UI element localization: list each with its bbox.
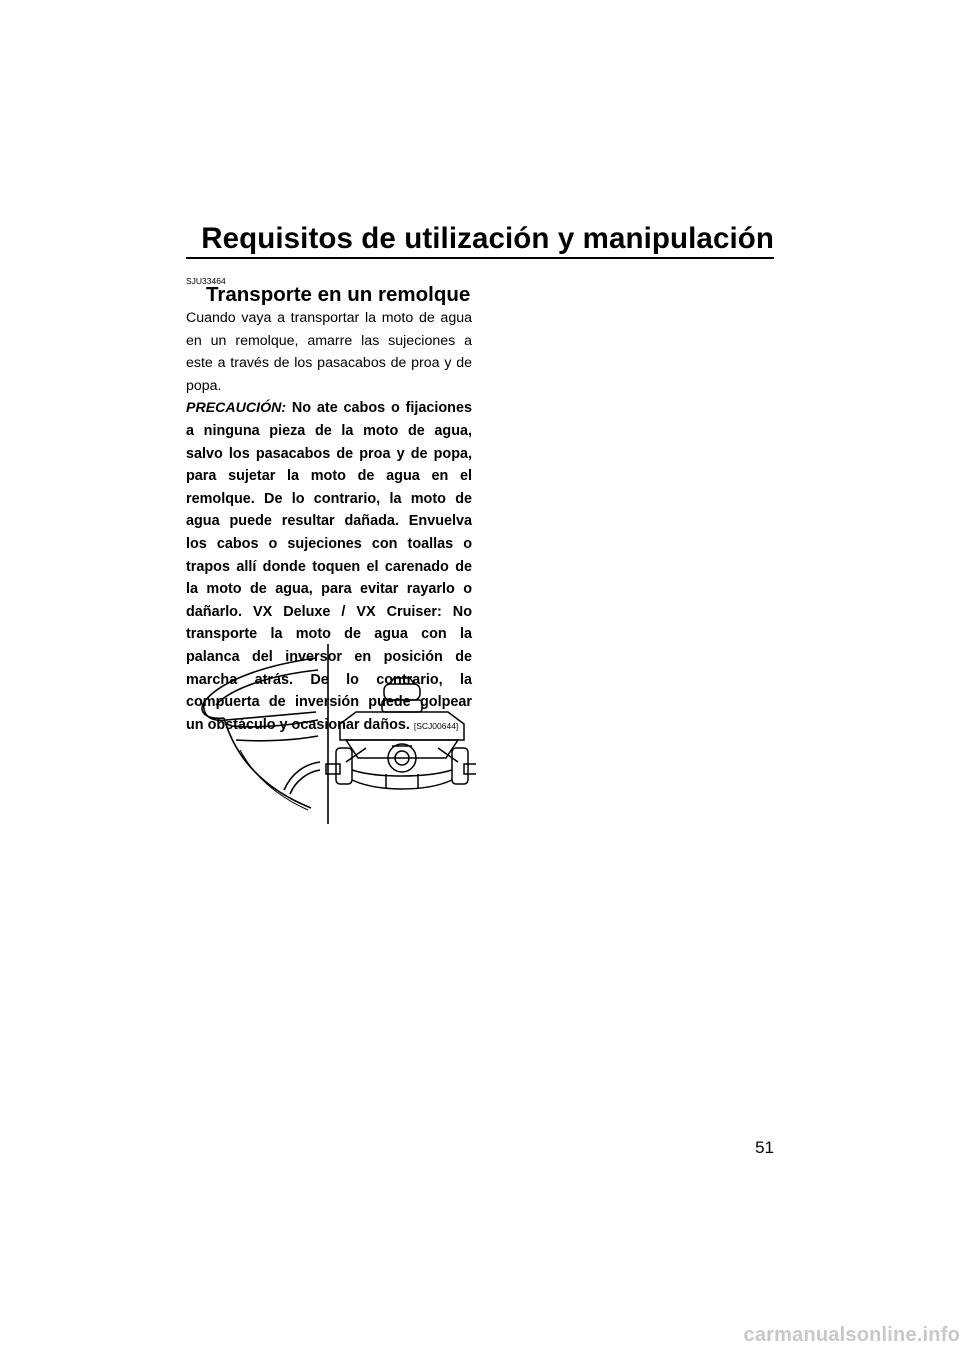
section-heading: Transporte en un remolque bbox=[206, 283, 471, 306]
page-title: Requisitos de utilización y manipulación bbox=[201, 222, 774, 255]
caution-text: No ate cabos o fijaciones a ninguna pieza de la moto de agua, salvo los pasacabos de proa y de popa, para sujetar la moto de agua en el remolque. De lo contrario, la moto de agua puede resultar dañada. Envuelva los cabos o sujeciones con toallas o trapos allí donde toquen el carenado de la moto de agua, para evitar rayarlo o dañarlo. VX Deluxe / VX Cruiser: No transporte la moto de agua con la palanca del inversor en posición de marcha atrás. De lo contrario, la compuerta de inversión puede golpear un obstáculo y ocasionar daños. bbox=[186, 400, 472, 733]
caution-code: [SCJ00644] bbox=[413, 720, 459, 731]
page-number: 51 bbox=[755, 1138, 774, 1157]
stern-trailer-illustration bbox=[326, 678, 476, 789]
title-divider bbox=[186, 257, 774, 259]
caution-label: PRECAUCIÓN: bbox=[186, 400, 287, 417]
bow-tie-down-illustration bbox=[202, 658, 320, 810]
intro-paragraph: Cuando vaya a transportar la moto de agua en un remolque, amarre las sujeciones a este a través de los pasacabos de proa y de popa. bbox=[186, 310, 472, 394]
trailer-figure bbox=[196, 640, 476, 830]
section-code: SJU33464 bbox=[186, 276, 226, 286]
site-watermark: carmanualsonline.info bbox=[743, 1324, 960, 1346]
